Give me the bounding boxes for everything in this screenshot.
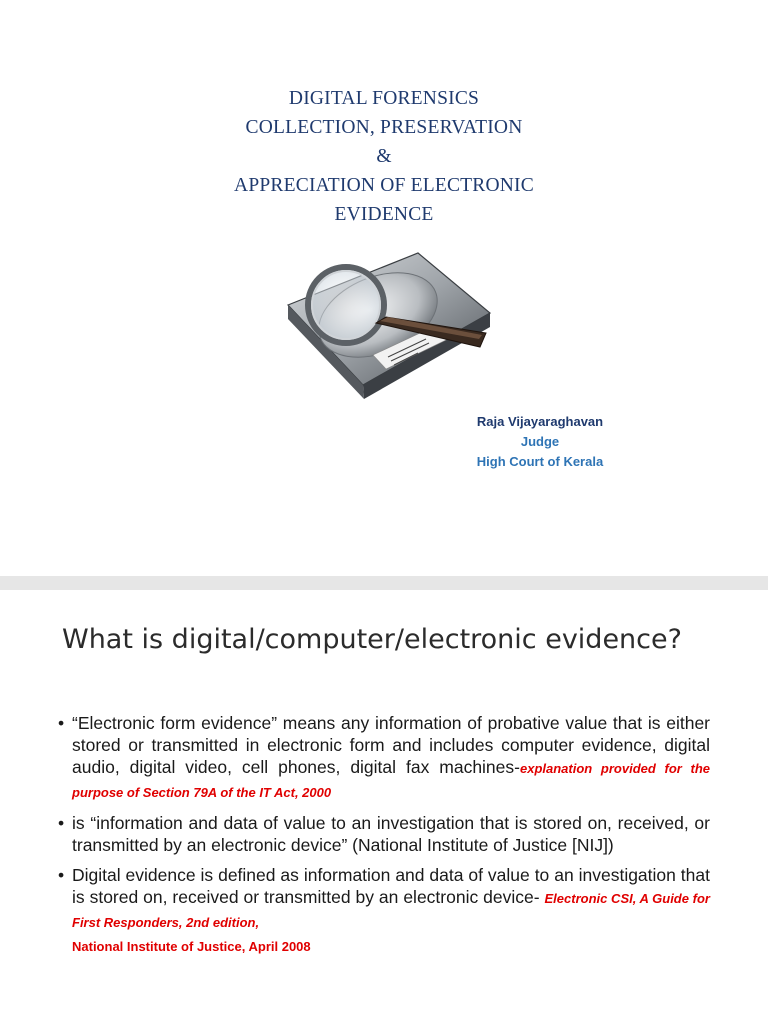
- title-line-3: &: [376, 146, 392, 167]
- citation-text: explanation provided for the purpose of Section 79A of the IT Act, 2000: [72, 761, 711, 800]
- bullet-item: [58, 864, 710, 958]
- presentation-title: [0, 84, 768, 229]
- author-block: [440, 412, 640, 472]
- bullet-text: Digital evidence is defined as information and data of value to an investigation that is stored on, received or transmitted by an electronic device-: [72, 865, 710, 907]
- citation-text: Electronic CSI, A Guide for First Responders, 2nd edition,: [72, 891, 710, 930]
- title-line-2: COLLECTION, PRESERVATION: [245, 117, 523, 138]
- bullet-item: [58, 712, 710, 804]
- bullet-item: [58, 812, 710, 856]
- author-name: Raja Vijayaraghavan: [476, 414, 604, 429]
- hard-drive-magnifier-icon: [268, 235, 498, 405]
- author-role: Judge: [520, 434, 560, 449]
- title-line-5: EVIDENCE: [334, 204, 434, 225]
- author-court: High Court of Kerala: [476, 454, 604, 469]
- slide-heading: [62, 620, 682, 660]
- bullet-text: “Electronic form evidence” means any information of probative value that is either stored or transmitted in electronic form and includes computer evidence, digital audio, digital video, cell phones, digital fax machines-: [72, 713, 710, 777]
- bullet-text: is “information and data of value to an investigation that is stored on, received, or transmitted by an electronic device” (National Institute of Justice [NIJ]): [72, 813, 710, 855]
- bullet-list: [58, 712, 710, 966]
- title-line-4: APPRECIATION OF ELECTRONIC: [234, 175, 534, 196]
- title-line-1: DIGITAL FORENSICS: [288, 88, 480, 109]
- slide-heading-text: What is digital/computer/electronic evidence?: [62, 624, 682, 655]
- citation-text-line2: National Institute of Justice, April 2008: [72, 939, 311, 954]
